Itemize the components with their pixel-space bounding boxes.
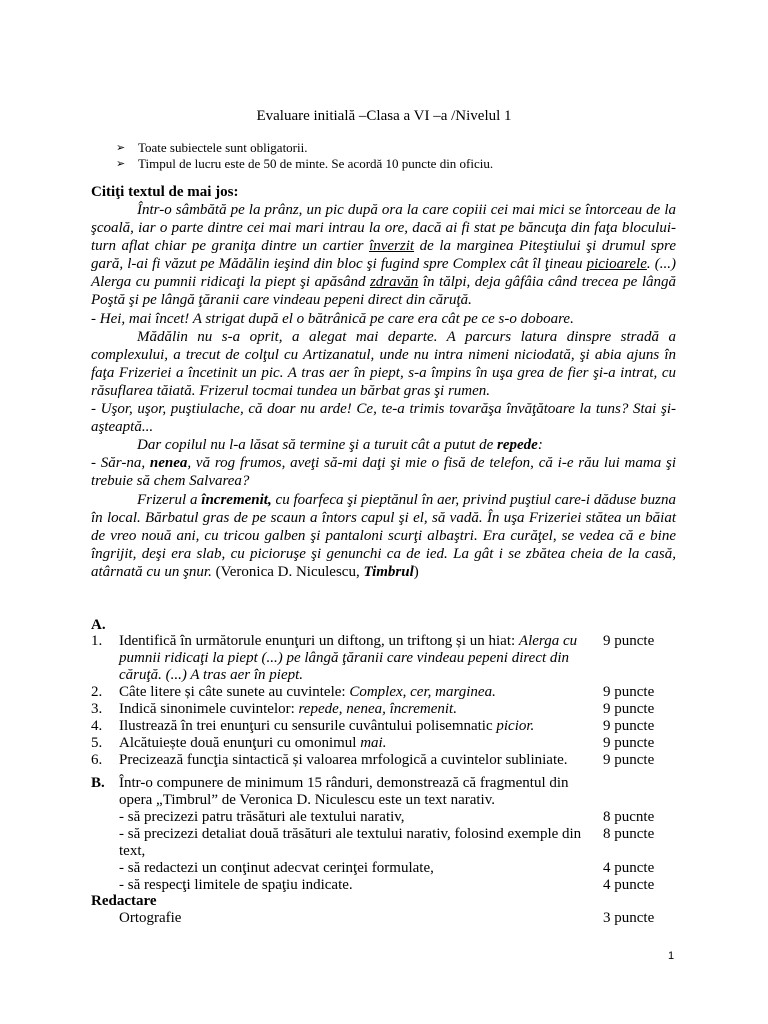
redactare-item-text: Ortografie — [119, 910, 182, 926]
question-number: 5. — [91, 735, 103, 751]
question-text: Identifică în următorule enunţuri un diftong, un triftong și un hiat: Alerga cu pumnii ridicaţi la piept (...) pe lângă ţăranii care vindeau pepeni direct din căruţă. (...) A tras aer în piept. — [119, 633, 578, 683]
points-value: 9 puncte — [603, 633, 655, 649]
story-paragraph: - Hei, mai încet! A strigat după el o bătrânică pe care era cât pe ce s-o doboare. — [91, 310, 574, 327]
story-paragraph: Mădălin nu s-a oprit, a alegat mai departe. A parcurs latura dinspre stradă a complexului, a trecut de colţul cu Artizanatul, unde nu intra nimeni niciodată, şi abia ajuns în faţa Frizeriei a încetinit un pic. A tras aer în piept, s-a împins în uşa grea de fier şi-a intrat, cu răsuflarea tăiată. Frizerul tocmai tundea un bărbat gras şi rumen. — [91, 328, 676, 399]
requirement-item — [91, 860, 676, 877]
source-citation: (Veronica D. Niculescu, Timbrul) — [211, 563, 419, 580]
story-paragraph: Într-o sâmbătă pe la prânz, un pic după ora la care copiii cei mai mici se întorceau de la şcoală, iar o parte dintre cei mai mari intrau la ore, dacă ai fi stat pe băncuţa din faţa blocului-turn aflat chiar pe graniţa dintre un cartier înverzit de la marginea Piteştiului şi drumul spre gară, l-ai fi văzut pe Mădălin ieşind din bloc şi fugind spre Complex cât îl ţineau picioarele. (...) Alerga cu pumnii ridicaţi la piept şi apăsând zdravăn în tălpi, deja gâfâia când trecea pe lângă Poştă şi pe lângă ţăranii care vindeau pepeni direct din căruţă. — [91, 202, 677, 309]
question-quote: Complex, cer, marginea. — [349, 684, 496, 700]
requirement-text: - să respecţi limitele de spaţiu indicate. — [119, 877, 353, 893]
story-paragraph: Dar copilul nu l-a lăsat să termine şi a turuit cât a putut de repede: — [137, 437, 543, 454]
question-item — [91, 752, 676, 769]
question-quote: picior. — [496, 718, 535, 734]
question-item — [91, 633, 676, 684]
question-text: Alcătuiește două enunţuri cu omonimul mai. — [119, 735, 387, 751]
story-paragraph: Frizerul a încremenit, cu foarfeca şi pieptănul în aer, privind puştiul care-i dăduse buzna în local. Bărbatul gras de pe scaun a întors capul şi el, să vadă. În uşa Frizeriei stătea un băiat de vreo nouă ani, cu tricou galben şi pantaloni scurţi albaştri. Era curăţel, se vedea că e bine îngrijit, deşi era slab, cu picioruşe şi genunchi ca de ied. La gât i se zbătea cheia de la casă, atârnată cu un şnur. (Veronica D. Niculescu, Timbrul) — [91, 491, 676, 580]
requirement-item — [91, 877, 676, 894]
story-paragraph: - Săr-na, nenea, vă rog frumos, aveţi să-mi daţi şi mie o fisă de telefon, că i-e rău lui mama şi trebuie să chem Salvarea? — [91, 455, 677, 490]
question-number: 6. — [91, 752, 103, 768]
question-item — [91, 735, 676, 752]
section-b — [91, 775, 676, 894]
question-number: 3. — [91, 701, 103, 717]
question-text: Precizează funcţia sintactică și valoarea mrfologică a cuvintelor subliniate. — [119, 752, 568, 768]
question-quote: mai. — [360, 735, 387, 751]
points-value: 9 puncte — [603, 752, 655, 768]
bold-word: repede — [497, 437, 538, 454]
section-b-intro — [91, 775, 676, 809]
requirement-text: - să precizezi detaliat două trăsături ale textului narativ, folosind exemple din text, — [119, 826, 582, 859]
bold-word: încremenit, — [201, 491, 272, 508]
points-value: 3 puncte — [603, 910, 655, 926]
requirement-text: - să precizezi patru trăsături ale textului narativ, — [119, 809, 405, 825]
rules-list — [116, 140, 676, 172]
question-number: 1. — [91, 633, 103, 649]
section-a-items — [91, 633, 676, 769]
question-text: Ilustrează în trei enunţuri cu sensurile cuvântului polisemnatic picior. — [119, 718, 535, 734]
question-text: Câte litere și câte sunete au cuvintele: Complex, cer, marginea. — [119, 684, 496, 700]
redactare-label: Redactare — [91, 893, 157, 909]
points-value: 4 puncte — [603, 877, 655, 893]
rule-text: Toate subiectele sunt obligatorii. — [138, 140, 308, 155]
rule-text: Timpul de lucru este de 50 de minte. Se acordă 10 puncte din oficiu. — [138, 156, 494, 171]
question-item — [91, 701, 676, 718]
underlined-word: zdravăn — [369, 274, 419, 291]
points-value: 4 puncte — [603, 860, 655, 876]
question-number: 2. — [91, 684, 103, 700]
section-a-label: A. — [91, 617, 106, 633]
bold-word: nenea — [149, 455, 188, 472]
rule-item — [116, 156, 676, 172]
points-value: 8 pucnte — [603, 809, 655, 825]
rule-item — [116, 140, 676, 156]
requirement-item — [91, 826, 676, 860]
arrow-bullet-icon: ➢ — [116, 141, 126, 154]
redactare-item — [91, 910, 676, 927]
underlined-word: înverzit — [369, 238, 415, 255]
section-b-label: B. — [91, 775, 105, 791]
question-number: 4. — [91, 718, 103, 734]
requirement-text: - să redactezi un conţinut adecvat cerinţei formulate, — [119, 860, 434, 876]
section-b-intro-text: Într-o compunere de minimum 15 rânduri, demonstrează că fragmentul din opera „Timbrul” de Veronica D. Niculescu este un text narativ. — [119, 775, 569, 808]
question-item — [91, 684, 676, 701]
points-value: 8 puncte — [603, 826, 655, 842]
points-value: 9 puncte — [603, 735, 655, 751]
question-quote: Alerga cu pumnii ridicaţi la piept (...) pe lângă ţăranii care vindeau pepeni direct din căruţă. (...) A tras aer în piept. — [119, 633, 578, 683]
question-text: Indică sinonimele cuvintelor: repede, nenea, încremenit. — [119, 701, 457, 717]
story-heading: Citiţi textul de mai jos: — [91, 184, 239, 200]
question-quote: repede, nenea, încremenit. — [298, 701, 457, 717]
question-item — [91, 718, 676, 735]
story-paragraph: - Uşor, uşor, puştiulache, că doar nu arde! Ce, te-a trimis tovarăşa învăţătoare la tuns? Stai şi-aşteaptă... — [91, 401, 676, 436]
page-title: Evaluare initială –Clasa a VI –a /Nivelul 1 — [256, 108, 512, 124]
story-text — [91, 201, 676, 581]
page-number: 1 — [668, 950, 675, 962]
points-value: 9 puncte — [603, 701, 655, 717]
requirement-item — [91, 809, 676, 826]
underlined-word: picioarele — [586, 256, 647, 273]
points-value: 9 puncte — [603, 718, 655, 734]
points-value: 9 puncte — [603, 684, 655, 700]
arrow-bullet-icon: ➢ — [116, 157, 126, 170]
